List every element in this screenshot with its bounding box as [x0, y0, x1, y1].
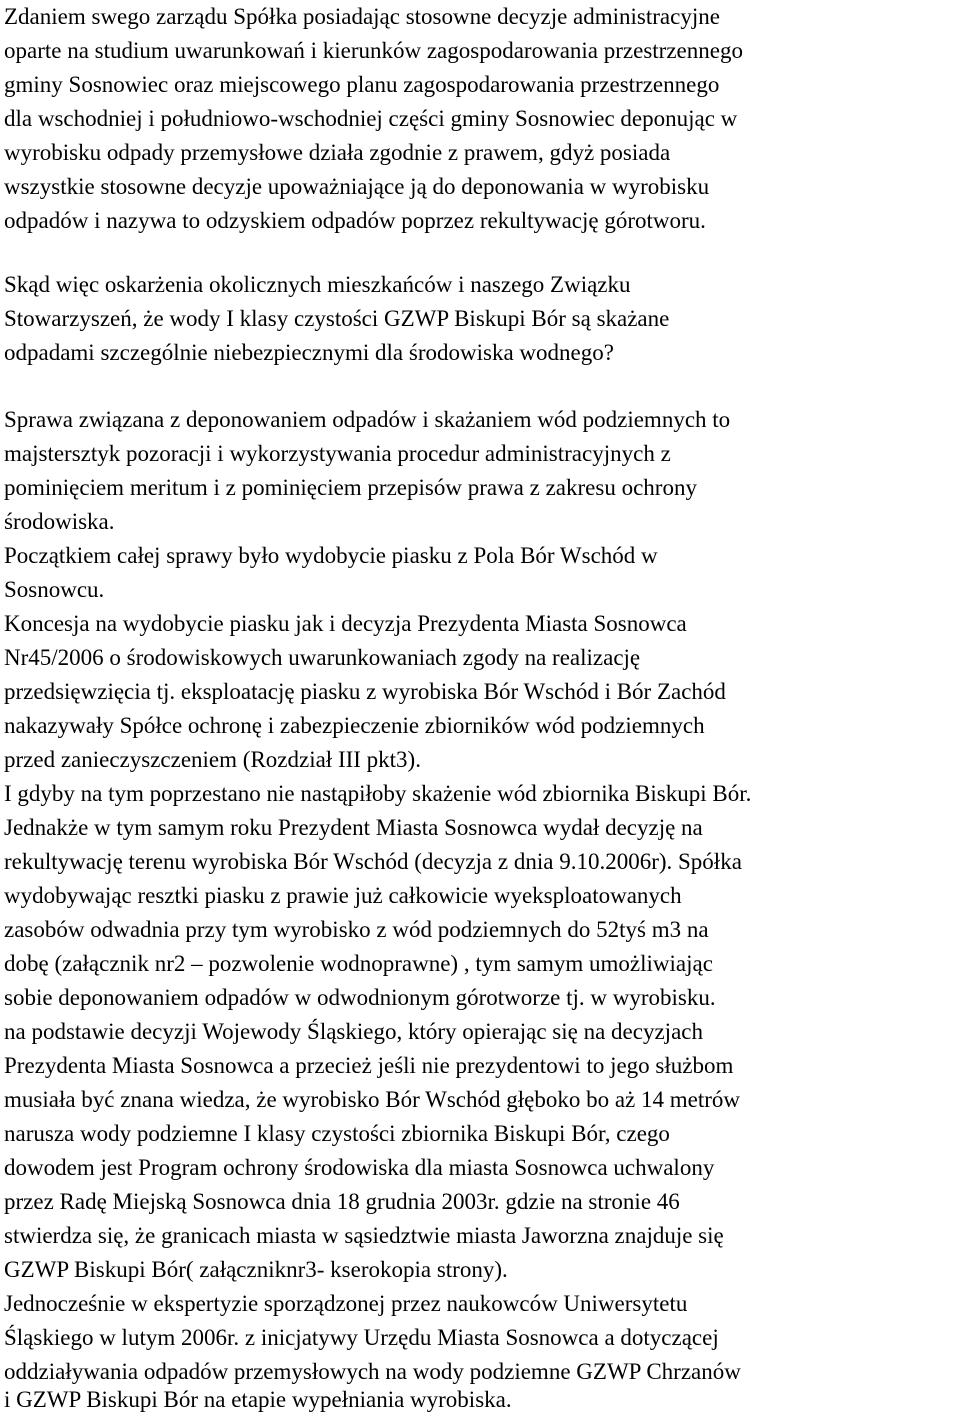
text-line: wyrobisku odpady przemysłowe działa zgodnie z prawem, gdyż posiada: [4, 140, 671, 165]
text-line: pominięciem meritum i z pominięciem przepisów prawa z zakresu ochrony: [4, 475, 697, 500]
text-line: stwierdza się, że granicach miasta w sąsiedztwie miasta Jaworzna znajduje się: [4, 1223, 724, 1248]
text-line: Koncesja na wydobycie piasku jak i decyzja Prezydenta Miasta Sosnowca: [4, 611, 687, 636]
text-line: majstersztyk pozoracji i wykorzystywania procedur administracyjnych z: [4, 441, 671, 466]
text-line: odpadów i nazywa to odzyskiem odpadów poprzez rekultywację górotworu.: [4, 208, 706, 233]
text-line: I gdyby na tym poprzestano nie nastąpiłoby skażenie wód zbiornika Biskupi Bór.: [4, 781, 752, 806]
text-line: i GZWP Biskupi Bór na etapie wypełniania wyrobiska.: [4, 1387, 512, 1412]
text-line: wydobywając resztki piasku z prawie już całkowicie wyeksploatowanych: [4, 883, 682, 908]
text-line: gminy Sosnowiec oraz miejscowego planu zagospodarowania przestrzennego: [4, 72, 720, 97]
text-line: nakazywały Spółce ochronę i zabezpieczenie zbiorników wód podziemnych: [4, 713, 705, 738]
text-line: narusza wody podziemne I klasy czystości zbiornika Biskupi Bór, czego: [4, 1121, 670, 1146]
text-line: dla wschodniej i południowo-wschodniej części gminy Sosnowiec deponując w: [4, 106, 738, 131]
text-line: zasobów odwadnia przy tym wyrobisko z wód podziemnych do 52tyś m3 na: [4, 917, 709, 942]
text-line: Stowarzyszeń, że wody I klasy czystości GZWP Biskupi Bór są skażane: [4, 306, 670, 331]
text-line: sobie deponowaniem odpadów w odwodnionym górotworze tj. w wyrobisku.: [4, 985, 716, 1010]
text-line: Sprawa związana z deponowaniem odpadów i skażaniem wód podziemnych to: [4, 407, 731, 432]
text-line: Zdaniem swego zarządu Spółka posiadając stosowne decyzje administracyjne: [4, 4, 720, 29]
text-line: Śląskiego w lutym 2006r. z inicjatywy Urzędu Miasta Sosnowca a dotyczącej: [4, 1325, 719, 1350]
text-line: rekultywację terenu wyrobiska Bór Wschód (decyzja z dnia 9.10.2006r). Spółka: [4, 849, 742, 874]
text-line: oparte na studium uwarunkowań i kierunków zagospodarowania przestrzennego: [4, 38, 743, 63]
text-line: środowiska.: [4, 509, 115, 534]
text-line: Jednocześnie w ekspertyzie sporządzonej przez naukowców Uniwersytetu: [4, 1291, 688, 1316]
text-line: przedsięwzięcia tj. eksploatację piasku z wyrobiska Bór Wschód i Bór Zachód: [4, 679, 726, 704]
text-line: odpadami szczególnie niebezpiecznymi dla środowiska wodnego?: [4, 340, 614, 365]
text-line: dowodem jest Program ochrony środowiska dla miasta Sosnowca uchwalony: [4, 1155, 715, 1180]
text-line: Sosnowcu.: [4, 577, 105, 602]
text-line: GZWP Biskupi Bór( załączniknr3- kserokopia strony).: [4, 1257, 508, 1282]
text-line: na podstawie decyzji Wojewody Śląskiego, który opierając się na decyzjach: [4, 1019, 703, 1044]
text-line: Prezydenta Miasta Sosnowca a przecież jeśli nie prezydentowi to jego służbom: [4, 1053, 734, 1078]
text-line: musiała być znana wiedza, że wyrobisko Bór Wschód głęboko bo aż 14 metrów: [4, 1087, 740, 1112]
text-line: wszystkie stosowne decyzje upoważniające ją do deponowania w wyrobisku: [4, 174, 710, 199]
text-line: Początkiem całej sprawy było wydobycie piasku z Pola Bór Wschód w: [4, 543, 658, 568]
text-line: Nr45/2006 o środowiskowych uwarunkowaniach zgody na realizację: [4, 645, 641, 670]
text-line: dobę (załącznik nr2 – pozwolenie wodnoprawne) , tym samym umożliwiając: [4, 951, 713, 976]
text-line: przed zanieczyszczeniem (Rozdział III pkt3).: [4, 747, 421, 772]
text-line: Jednakże w tym samym roku Prezydent Miasta Sosnowca wydał decyzję na: [4, 815, 703, 840]
text-line: Skąd więc oskarżenia okolicznych mieszkańców i naszego Związku: [4, 272, 631, 297]
text-line: oddziaływania odpadów przemysłowych na wody podziemne GZWP Chrzanów: [4, 1359, 741, 1384]
text-line: przez Radę Miejską Sosnowca dnia 18 grudnia 2003r. gdzie na stronie 46: [4, 1189, 680, 1214]
